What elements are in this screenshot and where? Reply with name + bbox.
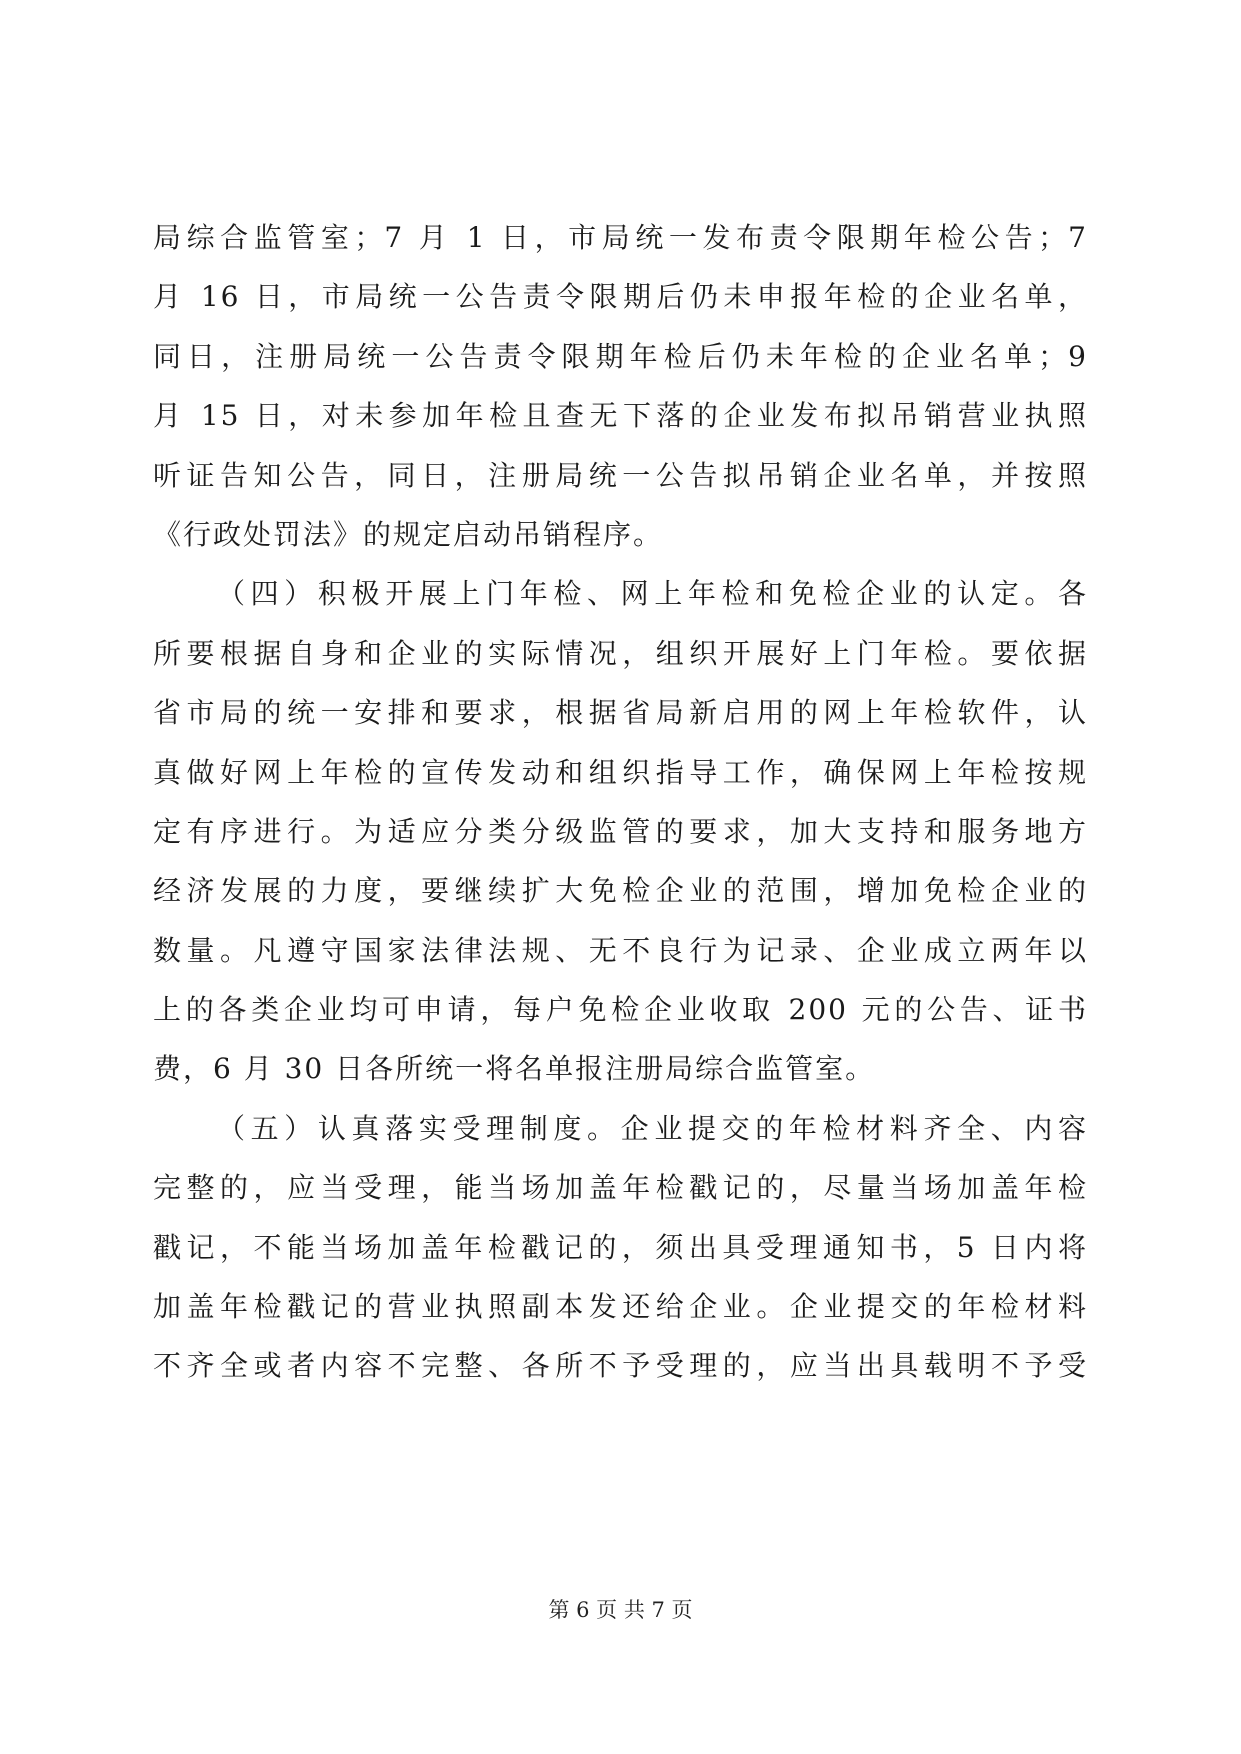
text-line: 《行政处罚法》的规定启动吊销程序。 (153, 517, 664, 551)
text-line: 同日，注册局统一公告责令限期年检后仍未年检的企业名单；9 (153, 339, 1088, 373)
text-line: （四）积极开展上门年检、网上年检和免检企业的认定。各 (217, 577, 1088, 611)
text-line: 上的各类企业均可申请，每户免检企业收取 200 元的公告、证书 (153, 993, 1088, 1027)
text-line: 完整的，应当受理，能当场加盖年检戳记的，尽量当场加盖年检 (153, 1171, 1088, 1205)
page-footer: 第 6 页 共 7 页 (548, 1598, 693, 1622)
text-line: 月 16 日，市局统一公告责令限期后仍未申报年检的企业名单， (153, 280, 1088, 314)
text-line: 所要根据自身和企业的实际情况，组织开展好上门年检。要依据 (153, 636, 1088, 670)
text-line: 定有序进行。为适应分类分级监管的要求，加大支持和服务地方 (153, 814, 1088, 848)
text-line: 经济发展的力度，要继续扩大免检企业的范围，增加免检企业的 (153, 874, 1088, 908)
text-line: 真做好网上年检的宣传发动和组织指导工作，确保网上年检按规 (153, 755, 1088, 789)
body-text (153, 208, 1088, 1396)
text-line: 月 15 日，对未参加年检且查无下落的企业发布拟吊销营业执照 (153, 399, 1088, 433)
text-line: 戳记，不能当场加盖年检戳记的，须出具受理通知书，5 日内将 (153, 1230, 1088, 1264)
text-line: 费，6 月 30 日各所统一将名单报注册局综合监管室。 (153, 1052, 876, 1086)
text-line: （五）认真落实受理制度。企业提交的年检材料齐全、内容 (217, 1111, 1088, 1145)
text-line: 加盖年检戳记的营业执照副本发还给企业。企业提交的年检材料 (153, 1290, 1088, 1324)
text-line: 局综合监管室；7 月 1 日，市局统一发布责令限期年检公告；7 (153, 221, 1088, 254)
text-line: 听证告知公告，同日，注册局统一公告拟吊销企业名单，并按照 (153, 458, 1088, 492)
text-line: 省市局的统一安排和要求，根据省局新启用的网上年检软件，认 (153, 696, 1088, 730)
text-line: 不齐全或者内容不完整、各所不予受理的，应当出具载明不予受 (153, 1349, 1088, 1383)
text-line: 数量。凡遵守国家法律法规、无不良行为记录、企业成立两年以 (153, 933, 1088, 967)
